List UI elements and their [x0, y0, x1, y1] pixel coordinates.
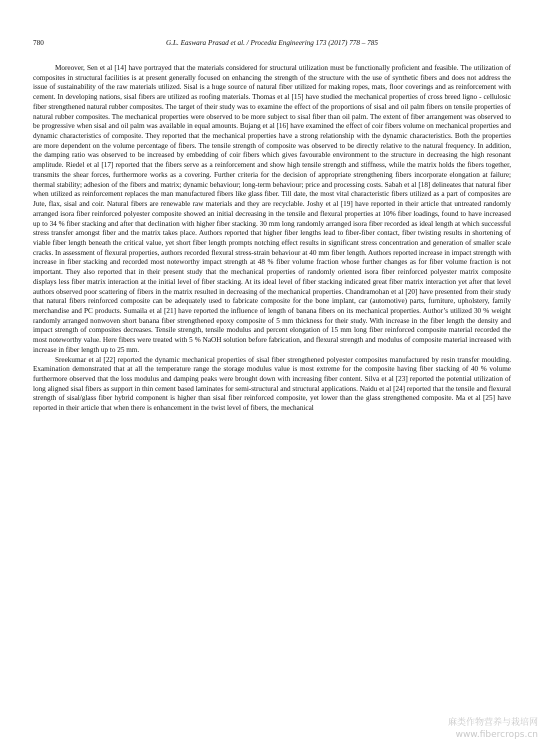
watermark-line: www.fibercrops.cn: [455, 730, 538, 740]
journal-reference: G.L. Easwara Prasad et al. / Procedia Engineering 173 (2017) 778 – 785: [166, 39, 378, 47]
running-header: [33, 37, 511, 49]
body-text: [33, 64, 511, 414]
paragraph: Moreover, Sen et al [14] have portrayed that the materials considered for structural utilization must be functionally proficient and feasible. The utilization of composites in structural facilities is at present generally focused on enhancing the strength of the structure with the use of synthetic fibers and does not address the issue of sustainability of the raw materials utilized. Sisal is a huge source of natural fiber utilized for making ropes, mats, floor coverings and as reinforcement with cement. In developing nations, sisal fibers are utilized as roofing materials. Thomas et al [15] have studied the mechanical properties of cross breed ligno - cellulosic fiber strengthened natural rubber composites. The target of their study was to examine the effect of the proportions of sisal and oil palm fibers on tensile properties of natural rubber composites. The mechanical properties were observed to be more subject to sisal fiber than oil palm. The extent of fiber arrangement was observed to be progressive when sisal and oil palm was available in equal amounts. Bujang et al [16] have examined the effect of coir fibers volume on mechanical properties and dynamic characteristics of composite. They reported that the mechanical properties have a strong relationship with the dynamic characteristics. Both the properties are more dependent on the volume percentage of fibers. The tensile strength of composite was observed to be directly relative to the natural frequency. In addition, the damping ratio was observed to be increased by embedding of coir fibers which gives favourable environment to the structure in decreasing the high resonant amplitude. Riedel et al [17] reported that the fibers serve as a reinforcement and show high tensile strength and stiffness, while the matrix holds the fibers together, transmits the shear forces, furthermore works as a covering. Further criteria for the decision of appropriate strengthening fibers incorporate elongation at failure; thermal stability; adhesion of the fibers and matrix; dynamic behaviour; long-term behaviour; price and processing costs. Sabah et al [18] delineates that natural fiber when utilized as reinforcement replaces the man manufactured fibers like glass fiber. Till date, the most vital characteristic fibers utilized as a part of composites are Jute, flax, sisal and coir. Natural fibers are renewable raw materials and they are recyclable. Joshy et al [19] have reported in their article that untreated randomly arranged isora fiber reinforced polyester composite showed an initial decreasing in the tensile and flexural properties at 10% fiber loadings, found to have increased up to 34 % fiber stacking and after that declination with higher fiber stacking. 30 mm long randomly arranged isora fiber recorded as ideal length at which successful stress transfer amongst fiber and the matrix takes place. Authors reported that higher fiber lengths lead to fiber-fiber contact, fiber twisting results in shortening of viable fiber length beneath the critical value, yet short fiber length prompts notching effect results in significant stress concentration and generation of smaller scale cracks. In assessment of flexural properties, authors recorded flexural stress-strain behaviour at 40 mm fiber length. Authors reported increase in impact strength with increase in fiber stacking and recorded most noteworthy impact strength at 48 % fiber volume fraction whose further changes as for fiber volume fraction is not important. They also reported that in their present study that the mechanical properties of randomly oriented isora fiber reinforced polyester matrix composite displays less fiber matrix interaction at the initial level of fiber stacking. At its ideal level of fiber stacking indicated great fiber matrix interaction yet after that level authors observed poor scattering of fibers in the matrix resulted in decreasing of the mechanical properties. Chandramohan et al [20] have presented from their study that natural fibers reinforced composite can be adequately used to fabricate composite for the bone implant, car (automotive) parts, furniture, upholstery, family merchandise and PC products. Sumaila et al [21] have reported the influence of length of banana fibers on its mechanical properties. Author’s utilized 30 % weight randomly arranged nonwoven short banana fiber strengthened epoxy composite of 5 mm thickness for their study. With increase in the fiber length the density and impact strength of composites decreases. Tensile strength, tensile modulus and percent elongation of 15 mm long fiber reinforced composite material recorded the most noteworthy value. Here fibers were treated with 5 % NaOH solution before fabrication, and flexural strength and modulus of composite material increased with increase in fiber length up to 25 mm.: [33, 64, 511, 354]
page-number: 780: [33, 39, 44, 47]
watermark: [448, 717, 538, 741]
paragraph: Sreekumar et al [22] reported the dynamic mechanical properties of sisal fiber strengthened polyester composites manufactured by resin transfer moulding. Examination demonstrated that at all the temperature range the storage modulus value is most extreme for the composite having fiber stacking of 40 % volume furthermore observed that the loss modulus and damping peaks were brought down with increasing fiber content. Silva et al [23] reported the potential utilization of long aligned sisal fibers as support in thin cement based laminates for semi-structural and structural applications. Naidu et al [24] reported that the tensile and flexural strength of sisal/glass fiber hybrid component is higher than sisal fiber reinforced composite, yet lower than the glass strengthened composite. Ma et al [25] have reported in their article that when there is enhancement in the twist level of fibers, the mechanical: [33, 355, 511, 413]
watermark-line: 麻类作物营养与栽培网: [447, 718, 538, 728]
